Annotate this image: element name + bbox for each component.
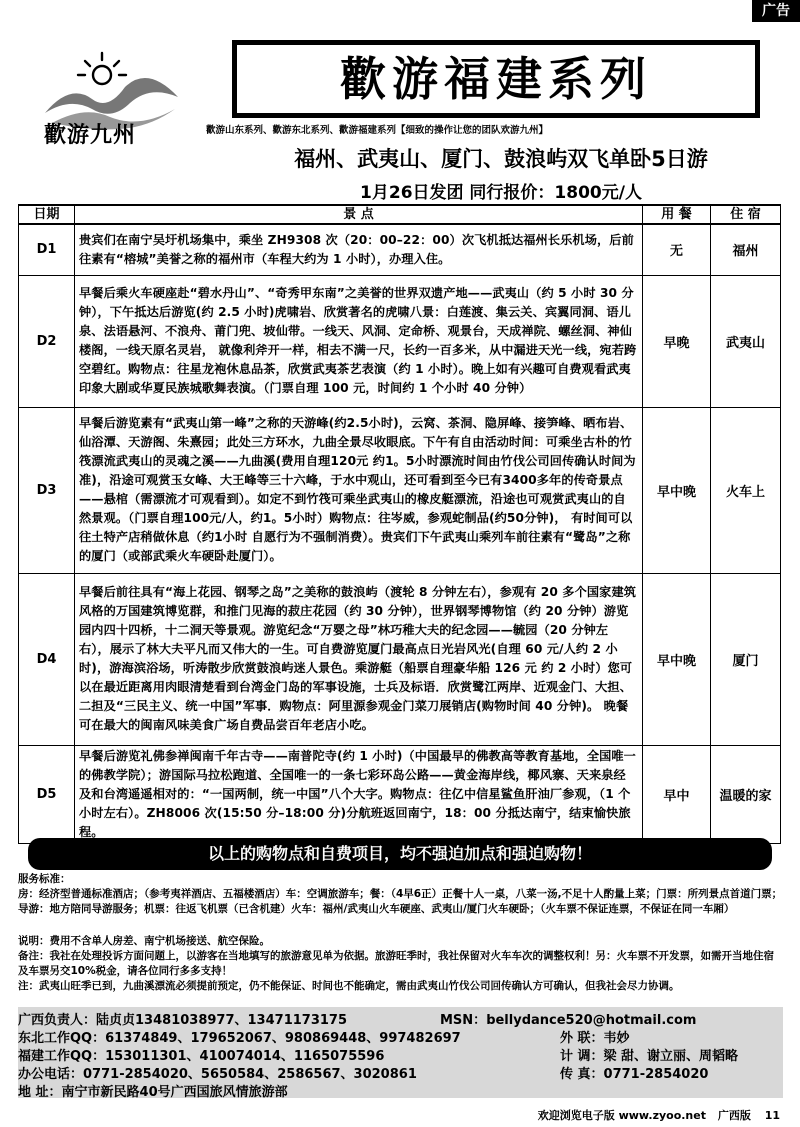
desc-cell: 早餐后乘火车硬座赴“碧水丹山”、“奇秀甲东南”之美誉的世界双遗产地——武夷山（约 5 小时 30 分钟），下午抵达后游览(约 2.5 小时)虎啸岩、欣赏著名的虎啸八景：白莲渡、集云关、宾翼同洞、语儿泉、法语悬河、不浪舟、莆门兜、坡仙带。一线天、风洞、定命桥、观景台，天成禅院、螺丝洞、神仙楼阁，一线天原名灵岩， 就像利斧开一样，相去不满一尺，长约一百多米，从中漏进天光一线，宛若跨空碧红。购物点：往星龙袍休息品茶，欣赏武夷茶艺表演（约 1 小时）。晚上如有兴趣可自费观看武夷印象大剧或华夏民族城歌舞表演。（门票自理 100 元，时间约 1 个小时 40 分钟） [75,275,643,407]
ad-tag: 广告 [752,0,800,22]
desc-cell: 早餐后游览素有“武夷山第一峰”之称的天游峰(约2.5小时)，云窝、茶洞、隐屏峰、接笋峰、晒布岩、仙浴潭、天游阁、朱熹园；此处三方环水，九曲全景尽收眼底。下午有自由活动时间：可乘坐古朴的竹筏漂流武夷山的灵魂之溪——九曲溪(费用自理120元 约1。5小时漂流时间由竹伐公司回传确认时间为准)，沿途可观赏玉女峰、大王峰等三十六峰，于水中观山，还可看到至今已有3400多年的传奇景点——悬棺（需漂流才可观看到）。如定不到竹筏可乘坐武夷山的橡皮艇漂流，沿途也可观赏武夷山的自然景观。（门票自理100元/人，约1。5小时）购物点：往岑威，参观蛇制品(约50分钟)， 有时间可以往土特产店稍做休息（约1小时 自愿行为不强制消费）。贵宾们下午武夷山乘列车前往素有“鹭岛”之称的厦门（或部武乘火车硬卧赴厦门）。 [75,407,643,573]
header-meals: 用 餐 [643,205,711,224]
hotel-cell: 厦门 [711,573,781,745]
contact-value: 0771-2854020 [603,1067,709,1082]
contact-value: 61374849、179652067、980869448、997482697 [105,1031,461,1046]
header-date: 日期 [19,205,75,224]
contact-label: 广西负责人： [18,1013,97,1028]
meal-cell: 早中晚 [643,407,711,573]
note-label: 说明： [18,935,50,947]
contact-value: 0771-2854020、5650584、2586567、3020861 [83,1067,417,1082]
note-text: 武夷山旺季已到，九曲溪漂流必须提前预定，仍不能保证、时间也不能确定，需由武夷山竹伐公司回传确认方可确认，但我社会尽力协调。 [39,980,680,992]
departure-price: 1月26日发团 同行报价：1800元/人 [360,183,642,203]
contact-row-right [560,1045,738,1064]
contact-label: 东北工作QQ： [18,1031,106,1046]
contact-row-right [560,1027,630,1046]
table-row [19,407,781,573]
day-cell: D1 [19,224,75,275]
day-cell: D5 [19,745,75,843]
contact-value: 南宁市新民路40号广西国旅风情旅游部 [61,1085,288,1100]
contact-label: 福建工作QQ： [18,1049,106,1064]
table-row [19,573,781,745]
day-cell: D4 [19,573,75,745]
desc-cell: 贵宾们在南宁吴圩机场集中，乘坐 ZH9308 次（20：00–22：00）次飞机抵达福州长乐机场，后前往素有“榕城”美誉之称的福州市（车程大约为 1 小时），办理入住。 [75,224,643,275]
note-text: 费用不含单人房差、南宁机场接送、航空保险。 [49,935,270,947]
table-row [19,224,781,275]
page-footer [538,1107,780,1123]
footer-edition: 广西版 [717,1109,751,1122]
note-item [18,934,783,949]
contact-label: 办公电话： [18,1067,84,1082]
footer-page-number: 11 [764,1109,780,1122]
note-text: 我社在处理投诉方面问题上，以游客在当地填写的旅游意见单为依据。旅游旺季时，我社保留对火车车次的调整权利！另：火车票不开发票，如需开当地住宿及车票另交10%税金，请各位同行多多支持！ [18,950,774,977]
hotel-cell: 武夷山 [711,275,781,407]
contact-label: 传 真： [560,1067,604,1082]
service-heading: 服务标准： [18,873,71,885]
table-row [19,275,781,407]
shopping-notice-banner: 以上的购物点和自费项目，均不强迫加点和强迫购物！ [28,838,772,870]
service-standard [18,872,783,917]
note-item [18,949,783,979]
note-item [18,979,783,994]
notes-section [18,934,783,994]
contact-row [18,1027,461,1046]
service-text: 房：经济型普通标准酒店；（参考夷祥酒店、五福楼酒店）车：空调旅游车；餐：（4早6正）正餐十人一桌，八菜一汤,不足十人酌量上菜；门票：所列景点首道门票；导游：地方陪同导游服务；机票：往返飞机票（已含机建）火车：福州/武夷山火车硬座、武夷山/厦门火车硬卧；（火车票不保证连票，不保证在同一车厢） [18,888,783,915]
contact-row [18,1009,347,1028]
contact-value: 陆贞贞13481038977、13471173175 [96,1013,348,1028]
hotel-cell: 温暖的家 [711,745,781,843]
day-cell: D2 [19,275,75,407]
desc-cell: 早餐后游览礼佛参禅闽南千年古寺——南普陀寺(约 1 小时)（中国最早的佛教高等教育基地，全国唯一的佛教学院）；游国际马拉松跑道、全国唯一的一条七彩环岛公路——黄金海岸线，椰风寨、天来泉经及和台湾遥遥相对的：“一国两制，统一中国”八个大字。购物点：往亿中信星鲨鱼肝油厂参观，（1 个小时左右）。ZH8006 次(15:50 分–18:00 分)分航班返回南宁，18：00 分抵达南宁，结束愉快旅程。 [75,745,643,843]
contact-row [18,1081,288,1100]
table-header-row [19,205,781,224]
meal-cell: 早中 [643,745,711,843]
itinerary-table [18,204,781,844]
contact-value: bellydance520@hotmail.com [486,1013,697,1028]
contact-label: MSN： [440,1013,487,1028]
meal-cell: 早中晚 [643,573,711,745]
meal-cell: 无 [643,224,711,275]
footer-site: 欢迎浏览电子版 www.zyoo.net [537,1109,706,1122]
desc-cell: 早餐后前往具有“海上花园、钢琴之岛”之美称的鼓浪屿（渡轮 8 分钟左右），参观有 20 多个国家建筑风格的万国建筑博览群，和推门见海的菽庄花园（约 30 分钟），世界钢琴博物馆（约 20 分钟）游览园内四十四桥，十二洞天等景观。游览纪念“万婴之母”林巧稚大夫的纪念园——毓园（20 分钟左右），展示了林大夫平凡而又伟大的一生。可自费游览厦门最高点日光岩风光(自理 60 元/人约 2 小时)，游海滨浴场，听涛散步欣赏鼓浪屿迷人景色。乘游艇（船票自理豪华船 126 元 约 2 小时）您可以在最近距离用肉眼清楚看到台湾金门岛的军事设施，士兵及标语．欣赏鹭江两岸、近观金门、大担、二担及“三民主义、统一中国”军事．购物点：阿里源参观金门菜刀展销店(购物时间 40 分钟)。 晚餐可在最大的闽南风味美食广场自费品尝百年老店小吃。 [75,573,643,745]
contact-row-right [440,1009,696,1028]
contact-row [18,1063,417,1082]
contact-label: 计 调： [560,1049,604,1064]
day-cell: D3 [19,407,75,573]
contact-label: 外 联： [560,1031,604,1046]
table-row [19,745,781,843]
header-sights: 景 点 [75,205,643,224]
hotel-cell: 福州 [711,224,781,275]
contact-value: 153011301、410074014、1165075596 [105,1049,385,1064]
contact-value: 梁 甜、谢立丽、周韬略 [603,1049,739,1064]
contact-row-right [560,1063,708,1082]
contact-value: 韦妙 [603,1031,630,1046]
series-line: 歡游山东系列、歡游东北系列、歡游福建系列【细致的操作让您的团队欢游九州】 [206,125,549,136]
note-label: 备注： [18,950,50,962]
route-title: 福州、武夷山、厦门、鼓浪屿双飞单卧5日游 [294,147,708,171]
contact-label: 地 址： [18,1085,62,1100]
meal-cell: 早晚 [643,275,711,407]
logo-text: 歡游九州 [44,122,137,148]
hotel-cell: 火车上 [711,407,781,573]
note-label: 注： [18,980,39,992]
page-title: 歡游福建系列 [232,40,760,118]
header-lodging: 住 宿 [711,205,781,224]
contact-row [18,1045,384,1064]
